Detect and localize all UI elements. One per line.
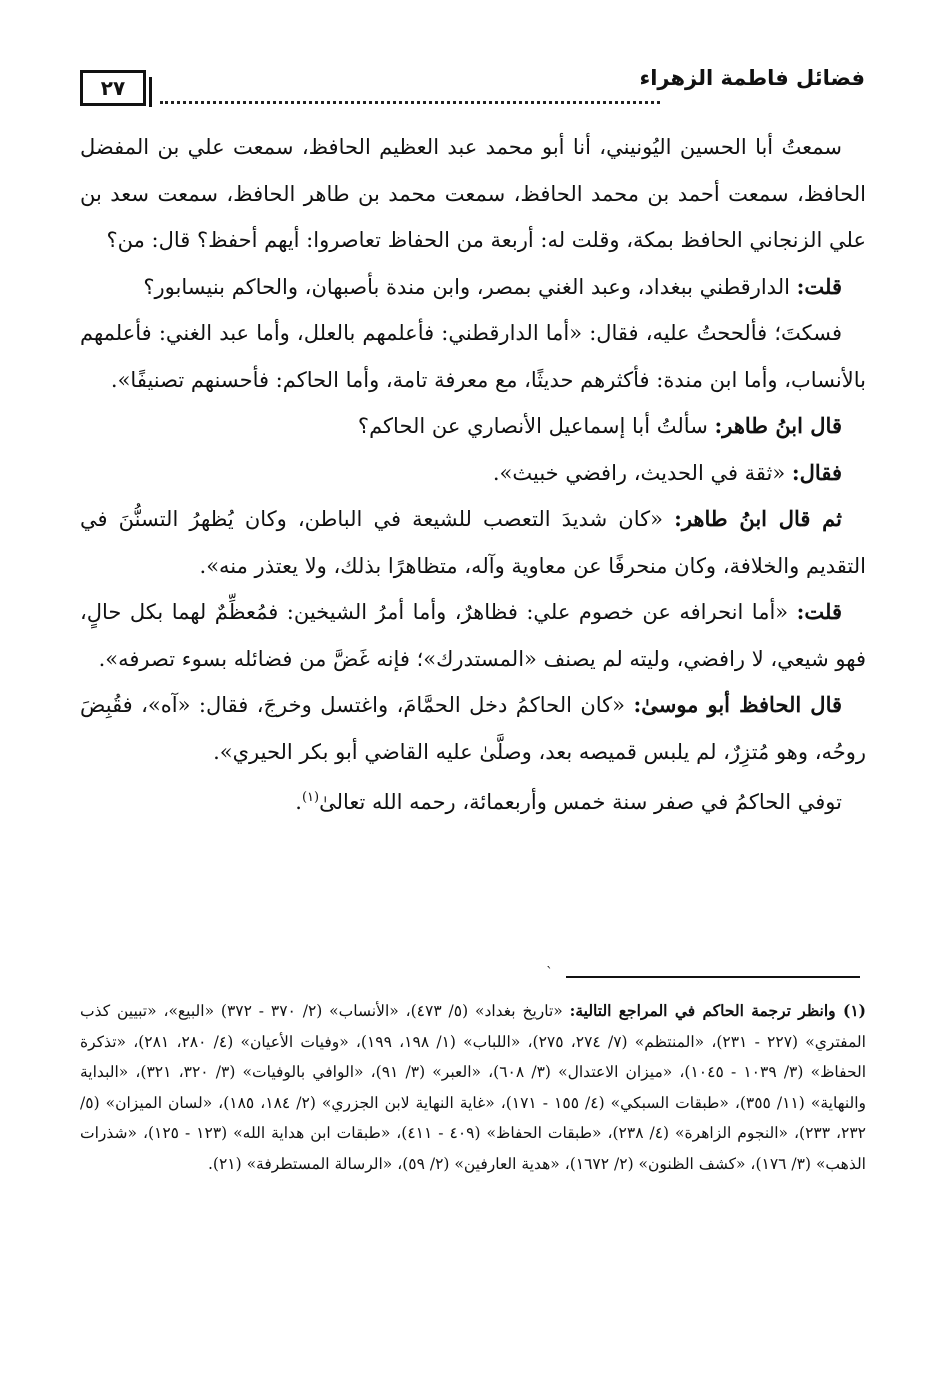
footnote-section <box>80 996 866 1179</box>
footnote-rule-mark: ˋ <box>546 965 553 981</box>
paragraph: فسكتَ؛ فألححتُ عليه، فقال: «أما الدارقطني: فأعلمهم بالعلل، وأما عبد الغني: فأعلمهم بالأنساب، وأما ابن مندة: فأكثرهم حديثًا، مع معرفة تامة، وأما الحاكم: فأحسنهم تصنيفًا». <box>80 321 866 392</box>
page-header <box>80 62 865 112</box>
paragraph: قال الحافظ أبو موسىٰ: «كان الحاكمُ دخل الحمَّامَ، واغتسل وخرجَ، فقال: «آه»، فقُبِضَ روحُه، وهو مُتزِرٌ، لم يلبس قميصه بعد، وصلَّىٰ عليه القاضي أبو بكر الحيري». <box>80 692 866 764</box>
book-title: فضائل فاطمة الزهراء <box>639 66 865 90</box>
paragraph: قال ابنُ طاهر: سألتُ أبا إسماعيل الأنصاري عن الحاكم؟ <box>357 413 842 438</box>
paragraph: فقال: «ثقة في الحديث، رافضي خبيث». <box>492 459 842 485</box>
page-number: ٢٧ <box>80 70 146 106</box>
footnote-1: (١) وانظر ترجمة الحاكم في المراجع التالية: «تاريخ بغداد» (٥/ ٤٧٣)، «الأنساب» (٢/ ٣٧٠ - ٣٧٢) «البيع»، «تبيين كذب المفتري» (٢٢٧ - ٢٣١)، «المنتظم» (٧/ ٢٧٤، ٢٧٥)، «اللباب» (١/ ١٩٨، ١٩٩)، «وفيات الأعيان» (٤/ ٢٨٠، ٢٨١)، «تذكرة الحفاظ» (٣/ ١٠٣٩ - ١٠٤٥)، «ميزان الاعتدال» (٣/ ٦٠٨)، «العبر» (٣/ ٩١)، «الوافي بالوفيات» (٣/ ٣٢٠، ٣٢١)، «البداية والنهاية» (١١/ ٣٥٥)، «طبقات السبكي» (٤/ ١٥٥ - ١٧١)، «غاية النهاية لابن الجزري» (٢/ ١٨٤، ١٨٥)، «لسان الميزان» (٥/ ٢٣٢، ٢٣٣)، «النجوم الزاهرة» (٤/ ٢٣٨)، «طبقات الحفاظ» (٤٠٩ - ٤١١)، «طبقات ابن هداية الله» (١٢٣ - ١٢٥)، «شذرات الذهب» (٣/ ١٧٦)، «كشف الظنون» (٢/ ١٦٧٢)، «هدية العارفين» (٢/ ٥٩)، «الرسالة المستطرفة» (٢١). <box>80 1001 867 1173</box>
main-text <box>80 124 866 826</box>
header-dotted-rule <box>160 98 660 104</box>
paragraph: قلت: «أما انحرافه عن خصوم علي: فظاهرٌ، وأما أمرُ الشيخين: فمُعظِّمٌ لهما بكل حالٍ، فهو شيعي، لا رافضي، وليته لم يصنف «المستدرك»؛ فإنه غَضَّ من فضائله بسوء تصرفه». <box>80 599 866 671</box>
paragraph: توفي الحاكمُ في صفر سنة خمس وأربعمائة، رحمه الله تعالىٰ$^{(١)}$. <box>295 790 842 814</box>
paragraph: ثم قال ابنُ طاهر: «كان شديدَ التعصب للشيعة في الباطن، وكان يُظهرُ التسنُّنَ في التقديم والخلافة، وكان منحرفًا عن معاوية وآله، متظاهرًا بذلك، ولا يعتذر منه». <box>80 506 866 578</box>
paragraph: قلت: الدارقطني ببغداد، وعبد الغني بمصر، وابن مندة بأصبهان، والحاكم بنيسابور؟ <box>143 273 842 299</box>
footnote-ref[interactable]: (١) <box>301 790 320 805</box>
paragraph: سمعتُ أبا الحسين اليُونيني، أنا أبو محمد عبد العظيم الحافظ، سمعت علي بن المفضل الحافظ، سمعت أحمد بن محمد الحافظ، سمعت محمد بن طاهر الحافظ، سمعت سعد بن علي الزنجاني الحافظ بمكة، وقلت له: أربعة من الحفاظ تعاصروا: أيهم أحفظ؟ قال: من؟ <box>80 135 866 252</box>
footnote-separator <box>566 976 860 978</box>
